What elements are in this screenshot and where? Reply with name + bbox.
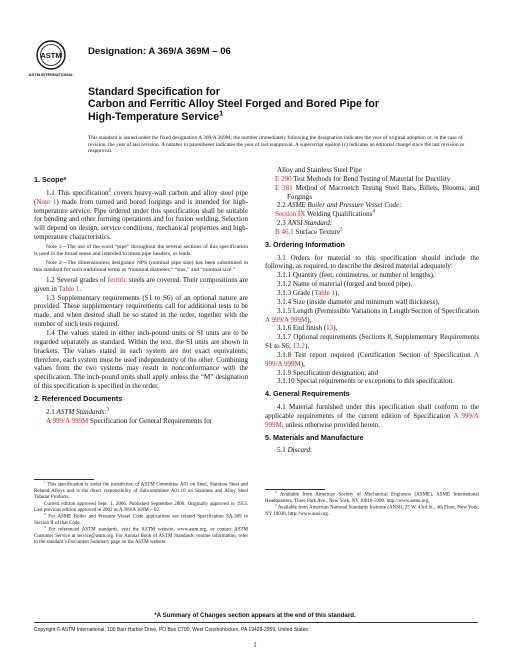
note-1: Note 1—The use of the word “pipe” throughout the several sections of this specification is used in the broad sense and intended to mean pipe headers, or leads.	[34, 243, 248, 257]
bottom-rule	[34, 622, 478, 623]
note-1-link[interactable]: Note 1	[36, 197, 57, 206]
para-4-1: 4.1 Material furnished under this specification shall conform to the applicable requirements of the current edition of Specification A 999/A 999M, unless otherwise provided herein.	[265, 403, 479, 429]
e381-link[interactable]: E 381	[275, 183, 293, 192]
copyright: Copyright © ASTM International, 100 Barr Harbor Drive, PO Box C700, West Conshohocken, PA 19428-2959, United States.	[34, 627, 310, 633]
ref-section-ix: Section IX Welding Qualifications$^4$	[275, 209, 375, 219]
para-3-1-8: 3.1.8 Test report required (Certification Section of Specification A 999/A 999M),	[265, 350, 479, 368]
section-ordering-heading: 3. Ordering Information	[265, 239, 345, 249]
para-1-3: 1.3 Supplementary requirements (S1 to S6) of an optional nature are provided. These supplementary requirements call for additional tests to be made, and when desired shall be so stated in the order, together with the number of such tests required.	[34, 293, 248, 329]
para-3-1-1: 3.1.1 Quantity (feet, centimetres, or number of lengths),	[277, 271, 435, 280]
para-5-1: 5.1 Discard:	[277, 446, 312, 455]
para-1-1: 1.1 This specification$^2$ covers heavy-wall carbon and alloy steel pipe (Note 1) made from turned and bored forgings and is intended for high-temperature service. Pipe ordered under this specification shall be suitable for bending and other forming operations and for fusion welding. Selection will depend on design, service conditions, mechanical properties and high-temperature characteristics.	[34, 188, 248, 242]
para-1-4: 1.4 The values stated in either inch-pound units or SI units are to be regarded separately as standard. Within the text, the SI units are shown in brackets. The values stated in each system are not exact equivalents; therefore, each system must be used independently of the other. Combining values from the two systems may result in nonconformance with the specification. The inch-pound units shall apply unless the “M” designation of this specification is specified in the order.	[34, 328, 248, 391]
ref-e381: E 381 Method of Macroetch Testing Steel Bars, Billets, Blooms, and Forgings	[275, 183, 480, 201]
para-3-1-10: 3.1.10 Special requirements or exceptions to this specification.	[277, 377, 454, 386]
a999-link-3[interactable]: A 999/A 999M	[265, 350, 479, 368]
para-3-1: 3.1 Orders for material to this specification should include the following, as required, to describe the desired material adequately:	[265, 253, 479, 271]
para-2-1: 2.1 ASTM Standards:$^3$	[46, 407, 110, 416]
para-3-1-4: 3.1.4 Size (inside diameter and minimum wall thickness),	[277, 297, 440, 306]
ref-a999-cont: Alloy and Stainless Steel Pipe	[277, 166, 362, 174]
footnote-3: $^3$ For referenced ASTM standards, visit the ASTM website, www.astm.org, or contact ASTM Customer Service at service@astm.org. For Annual Book of ASTM Standards volume information, refer to the standard’s Document Summary page on the ASTM website.	[34, 525, 249, 546]
ref-e290: E 290 Test Methods for Bend Testing of Material for Ductility	[275, 174, 451, 183]
page-number: 1	[253, 641, 257, 649]
designation: Designation: A 369/A 369M – 06	[88, 46, 231, 57]
para-3-1-9: 3.1.9 Specification designation, and	[277, 368, 378, 377]
b46-link[interactable]: B 46.1	[275, 227, 294, 236]
a999-link[interactable]: A 999/A 999M	[46, 416, 89, 425]
section-general-heading: 4. General Requirements	[265, 389, 350, 399]
section-references-heading: 2. Referenced Documents	[34, 393, 123, 403]
section-ix-link[interactable]: Section IX	[275, 210, 306, 219]
right-column	[265, 166, 479, 518]
footnote-2: $^2$ For ASME Boiler and Pressure Vessel Code applications see related Specification SA-369 in Section II of that Code.	[34, 512, 248, 526]
issued-note: This standard is issued under the fixed designation A 369/A 369M; the number immediately following the designation indicates the year of original adoption or, in the case of revision, the year of last revision. A number in parentheses indicates the year of last reapproval. A superscript epsilon (ε) indicates an editorial change since the last revision or reapproval.	[88, 135, 465, 155]
footnote-1: $^1$ This specification is under the jurisdiction of ASTM Committee A01 on Steel, Stainless Steel and Related Alloys and is the direct responsibility of Subcommittee A01.10 on Stainless and Alloy Steel Tubular Products.	[34, 480, 248, 501]
section-13-link[interactable]: 13	[326, 324, 334, 333]
ref-b46: B 46.1 Surface Texture$^5$	[275, 227, 343, 236]
para-3-1-5: 3.1.5 Length (Permissible Variations in Length Section of Specification A 999/A 999M),	[265, 306, 479, 324]
para-3-1-3: 3.1.3 Grade (Table 1),	[277, 288, 340, 297]
title-line-2: Carbon and Ferritic Alloy Steel Forged and Bored Pipe for	[88, 98, 379, 111]
para-1-2: 1.2 Several grades of ferritic steels are covered. Their compositions are given in Table 1.	[34, 275, 248, 293]
section-materials-heading: 5. Materials and Manufacture	[265, 432, 364, 442]
note-2: Note 2—The dimensionless designator NPS (nominal pipe size) has been substituted in this standard for such traditional terms as “nominal diameter,” “size,” and “nominal size.”	[34, 259, 248, 273]
title-line-1: Standard Specification for	[88, 86, 220, 98]
footnote-rule-right	[265, 489, 325, 490]
footnote-1b: Current edition approved Sept. 1, 2006. Published September 2006. Originally approved in 1953. Last previous edition approved in 2002 as A 369/A 369M – 02.	[34, 501, 248, 513]
para-3-1-7: 3.1.7 Optional requirements (Sections 8, Supplementary Requirements S1 to S6; 13.2),	[265, 333, 479, 351]
a999-link-4[interactable]: A 999/A 999M	[265, 411, 479, 429]
table-1-link-2[interactable]: Table 1	[314, 288, 336, 297]
svg-text:ASTM: ASTM	[40, 51, 62, 60]
logo-text: ASTM INTERNATIONAL	[28, 72, 74, 77]
left-column	[34, 172, 248, 546]
footnote-rule	[34, 479, 94, 480]
para-2-3: 2.3 ANSI Standard:	[277, 219, 333, 228]
para-2-2: 2.2 ASME Boiler and Pressure Vessel Code:	[277, 201, 402, 210]
para-3-1-6: 3.1.6 End finish (13),	[277, 324, 338, 333]
section-scope-heading: 1. Scope*	[34, 175, 67, 184]
ref-a999: A 999/A 999M Specification for General Requirements for	[46, 416, 213, 425]
a999-link-2[interactable]: A 999/A 999M	[265, 315, 308, 324]
standard-title	[88, 86, 468, 123]
e290-link[interactable]: E 290	[275, 174, 292, 183]
para-3-1-2: 3.1.2 Name of material (forged and bored pipe),	[277, 280, 413, 289]
footnote-5: $^5$ Available from American National Standards Institute (ANSI), 25 W. 43rd St., 4th Floor, New York, NY 10036, http://www.ansi.org.	[265, 503, 479, 518]
footnote-4: $^4$ Available from American Society of Mechanical Engineers (ASME), ASME International Headquarters, Three Park Ave., New York, NY 10016-5990, http://www.asme.org.	[265, 490, 480, 505]
section-13-2-link[interactable]: 13.2	[292, 342, 305, 351]
astm-logo	[28, 40, 74, 78]
ferritic-link[interactable]: ferritic	[107, 275, 127, 284]
title-line-3: High-Temperature Service$^1$	[88, 108, 224, 123]
table-1-link[interactable]: Table 1	[58, 284, 80, 293]
summary-note: *A Summary of Changes section appears at the end of this standard.	[154, 612, 356, 619]
